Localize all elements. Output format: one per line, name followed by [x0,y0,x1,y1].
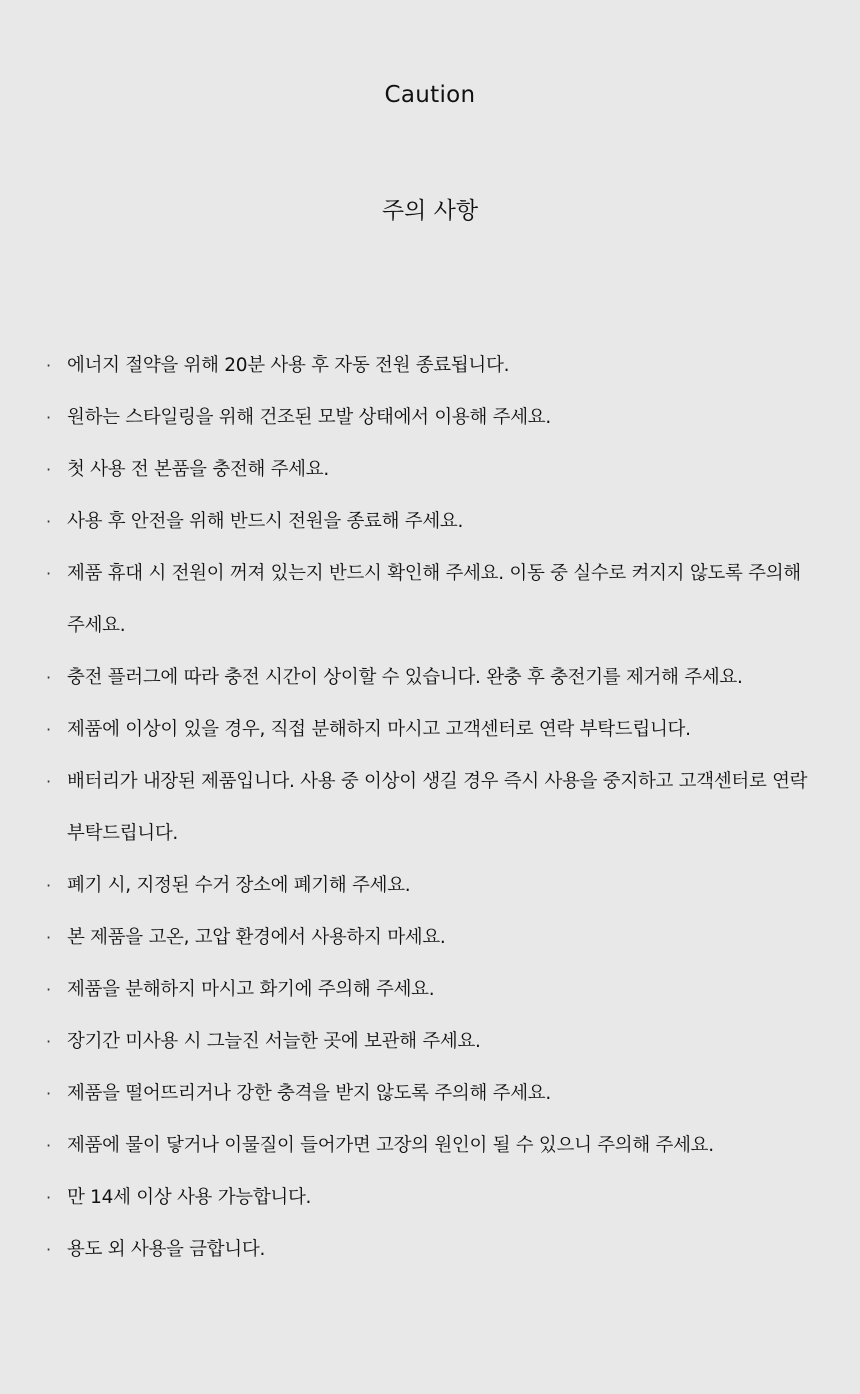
list-item [46,1120,816,1172]
caution-text: 제품을 분해하지 마시고 화기에 주의해 주세요. [67,979,435,1000]
caution-text: 에너지 절약을 위해 20분 사용 후 자동 전원 종료됩니다. [67,355,510,376]
bullet-dot-icon: · [46,720,51,739]
bullet-dot-icon: · [46,564,51,583]
page-title-korean: 주의 사항 [381,198,479,224]
bullet-dot-icon: · [46,1240,51,1259]
list-item [46,704,816,756]
caution-text: 사용 후 안전을 위해 반드시 전원을 종료해 주세요. [67,511,464,532]
bullet-dot-icon: · [46,1188,51,1207]
caution-text: 만 14세 이상 사용 가능합니다. [67,1187,312,1208]
caution-text: 충전 플러그에 따라 충전 시간이 상이할 수 있습니다. 완충 후 충전기를 제거해 주세요. [67,667,743,688]
list-item [46,496,816,548]
list-item [46,1224,816,1276]
list-item [46,860,816,912]
list-item [46,1172,816,1224]
caution-text: 제품에 물이 닿거나 이물질이 들어가면 고장의 원인이 될 수 있으니 주의해 주세요. [67,1135,714,1156]
caution-text: 장기간 미사용 시 그늘진 서늘한 곳에 보관해 주세요. [67,1031,481,1052]
list-item [46,548,816,652]
caution-text: 제품을 떨어뜨리거나 강한 충격을 받지 않도록 주의해 주세요. [67,1083,551,1104]
bullet-dot-icon: · [46,980,51,999]
list-item [46,756,816,860]
bullet-dot-icon: · [46,1136,51,1155]
bullet-dot-icon: · [46,512,51,531]
caution-text: 용도 외 사용을 금합니다. [67,1239,266,1260]
caution-text: 본 제품을 고온, 고압 환경에서 사용하지 마세요. [67,927,446,948]
caution-text: 첫 사용 전 본품을 충전해 주세요. [67,459,329,480]
bullet-dot-icon: · [46,356,51,375]
bullet-dot-icon: · [46,1084,51,1103]
caution-list [46,340,816,1276]
bullet-dot-icon: · [46,772,51,791]
caution-text: 배터리가 내장된 제품입니다. 사용 중 이상이 생길 경우 즉시 사용을 중지하고 고객센터로 연락 부탁드립니다. [67,771,808,844]
caution-text: 폐기 시, 지정된 수거 장소에 폐기해 주세요. [67,875,411,896]
list-item [46,444,816,496]
bullet-dot-icon: · [46,460,51,479]
bullet-dot-icon: · [46,668,51,687]
caution-text: 제품 휴대 시 전원이 꺼져 있는지 반드시 확인해 주세요. 이동 중 실수로 켜지지 않도록 주의해 주세요. [67,563,801,636]
caution-text: 제품에 이상이 있을 경우, 직접 분해하지 마시고 고객센터로 연락 부탁드립니다. [67,719,691,740]
bullet-dot-icon: · [46,408,51,427]
bullet-dot-icon: · [46,928,51,947]
bullet-dot-icon: · [46,1032,51,1051]
list-item [46,964,816,1016]
list-item [46,1068,816,1120]
caution-text: 원하는 스타일링을 위해 건조된 모발 상태에서 이용해 주세요. [67,407,551,428]
list-item [46,1016,816,1068]
list-item [46,652,816,704]
bullet-dot-icon: · [46,876,51,895]
page-title-english: Caution [384,82,476,108]
list-item [46,392,816,444]
list-item [46,340,816,392]
list-item [46,912,816,964]
